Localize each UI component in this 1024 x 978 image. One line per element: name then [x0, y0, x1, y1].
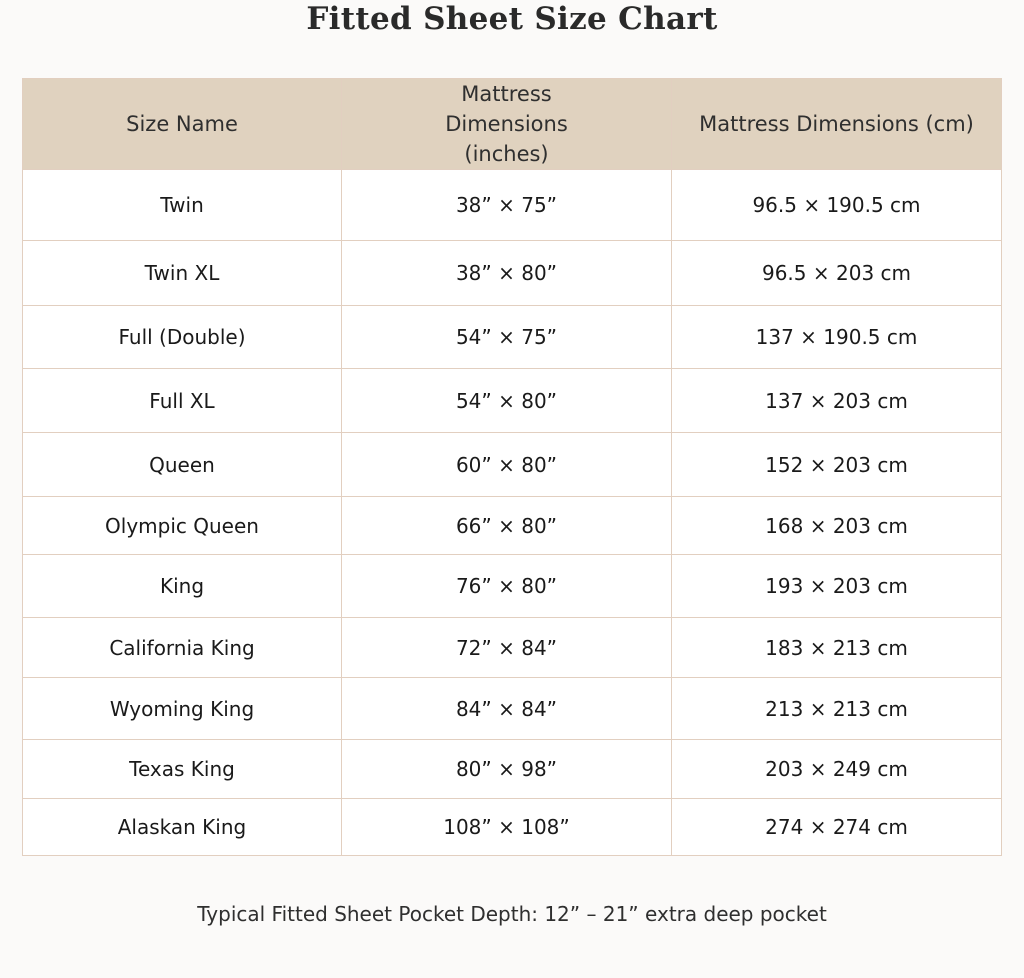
table-body — [23, 170, 1002, 856]
inches-cell: 54” × 80” — [342, 369, 672, 433]
table-row — [23, 306, 1002, 369]
cm-cell: 96.5 × 190.5 cm — [672, 170, 1002, 241]
size-name-cell: Full XL — [23, 369, 342, 433]
header-row — [23, 79, 1002, 170]
size-name-cell: Full (Double) — [23, 306, 342, 369]
size-name-cell: California King — [23, 618, 342, 678]
table-row — [23, 497, 1002, 555]
table-row — [23, 433, 1002, 497]
size-name-cell: Texas King — [23, 740, 342, 799]
page-title: Fitted Sheet Size Chart — [306, 1, 718, 37]
cm-cell: 137 × 190.5 cm — [672, 306, 1002, 369]
cm-cell: 203 × 249 cm — [672, 740, 1002, 799]
size-name-cell: Queen — [23, 433, 342, 497]
size-name-cell: Twin XL — [23, 241, 342, 306]
table-row — [23, 740, 1002, 799]
inches-cell: 38” × 80” — [342, 241, 672, 306]
cm-cell: 152 × 203 cm — [672, 433, 1002, 497]
size-name-cell: Alaskan King — [23, 799, 342, 856]
column-header-dimensions-cm: Mattress Dimensions (cm) — [672, 79, 1002, 170]
cm-cell: 183 × 213 cm — [672, 618, 1002, 678]
size-chart-table — [22, 78, 1002, 856]
inches-cell: 66” × 80” — [342, 497, 672, 555]
inches-cell: 72” × 84” — [342, 618, 672, 678]
cm-cell: 193 × 203 cm — [672, 555, 1002, 618]
cm-cell: 168 × 203 cm — [672, 497, 1002, 555]
table-row — [23, 618, 1002, 678]
inches-cell: 84” × 84” — [342, 678, 672, 740]
pocket-depth-note: Typical Fitted Sheet Pocket Depth: 12” – 21” extra deep pocket — [197, 902, 827, 926]
table-row — [23, 369, 1002, 433]
cm-cell: 213 × 213 cm — [672, 678, 1002, 740]
inches-cell: 108” × 108” — [342, 799, 672, 856]
inches-cell: 76” × 80” — [342, 555, 672, 618]
size-name-cell: Twin — [23, 170, 342, 241]
cm-cell: 96.5 × 203 cm — [672, 241, 1002, 306]
table-row — [23, 555, 1002, 618]
size-name-cell: Olympic Queen — [23, 497, 342, 555]
cm-cell: 274 × 274 cm — [672, 799, 1002, 856]
inches-cell: 38” × 75” — [342, 170, 672, 241]
table-row — [23, 799, 1002, 856]
inches-cell: 60” × 80” — [342, 433, 672, 497]
size-name-cell: Wyoming King — [23, 678, 342, 740]
table-row — [23, 241, 1002, 306]
table-row — [23, 678, 1002, 740]
inches-cell: 54” × 75” — [342, 306, 672, 369]
column-header-dimensions-inches: Mattress Dimensions (inches) — [342, 79, 672, 170]
table-row — [23, 170, 1002, 241]
cm-cell: 137 × 203 cm — [672, 369, 1002, 433]
table-header — [23, 79, 1002, 170]
inches-cell: 80” × 98” — [342, 740, 672, 799]
column-header-size-name: Size Name — [23, 79, 342, 170]
size-name-cell: King — [23, 555, 342, 618]
